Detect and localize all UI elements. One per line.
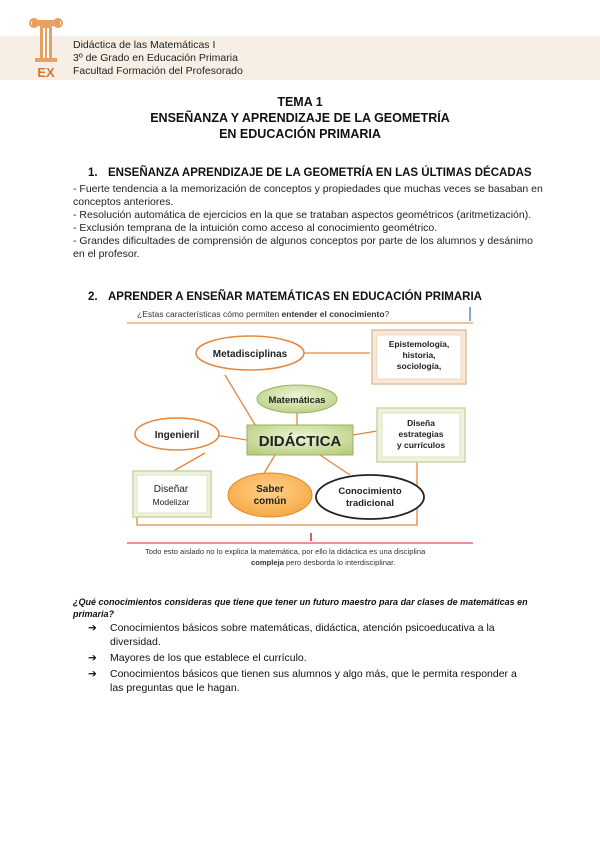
diagram-caption-1: Todo esto aislado no lo explica la matemática, por ello la didáctica es una disciplina — [145, 547, 426, 556]
answer-item — [88, 651, 528, 665]
label-disenar: Diseñar — [153, 484, 189, 495]
label-ingenieril: Ingenieril — [154, 430, 200, 441]
diagram-caption-2: compleja pero desborda lo interdisciplinar. — [251, 558, 396, 567]
answer-text: Conocimientos básicos que tienen sus alumnos y algo más, que le permita responder a las preguntas que le hagan. — [110, 668, 517, 694]
label-conocimiento: Conocimiento — [338, 486, 402, 497]
didactica-diagram — [125, 305, 475, 575]
page-title — [0, 94, 600, 142]
arrow-right-icon: ➔ — [88, 652, 97, 664]
header-line-course: Didáctica de las Matemáticas I — [73, 39, 216, 51]
bullet-dificultades: - Grandes dificultades de comprensión de algunos conceptos por parte de los alumnos y desánimo en el profesor. — [73, 235, 533, 260]
label-disena-3: y currículos — [396, 440, 446, 450]
section-1-heading — [88, 167, 532, 179]
section-2-number: 2. — [88, 291, 98, 303]
node-conocimiento-tradicional — [316, 475, 424, 519]
question-text: ¿Qué conocimientos consideras que tiene que tener un futuro maestro para dar clases de matemáticas en primaria? — [73, 597, 528, 619]
bullet-resolucion: - Resolución automática de ejercicios en la que se trataban aspectos geométricos (aritmetización). — [73, 209, 532, 221]
header-line-faculty: Facultad Formación del Profesorado — [73, 65, 243, 77]
label-comun: común — [253, 496, 287, 507]
title-line-main: ENSEÑANZA Y APRENDIZAJE DE LA GEOMETRÍA — [150, 111, 450, 125]
section-2-title: APRENDER A ENSEÑAR MATEMÁTICAS EN EDUCACIÓN PRIMARIA — [108, 291, 482, 303]
section-1-title: ENSEÑANZA APRENDIZAJE DE LA GEOMETRÍA EN LAS ÚLTIMAS DÉCADAS — [108, 167, 532, 179]
logo-text: EX — [37, 65, 55, 80]
header-line-grade: 3º de Grado en Educación Primaria — [73, 52, 238, 64]
label-disena-2: estrategias — [398, 429, 444, 439]
label-epistemologia-3: sociología, — [396, 361, 442, 371]
university-logo — [26, 14, 66, 82]
label-tradicional: tradicional — [345, 498, 395, 509]
node-saber-comun — [228, 473, 312, 517]
answers-list — [88, 621, 528, 697]
bullet-memorizacion: - Fuerte tendencia a la memorización de conceptos y propiedades que muchas veces se basaban en conceptos anteriores. — [73, 183, 543, 208]
label-matematicas: Matemáticas — [268, 395, 326, 406]
label-disena-1: Diseña — [407, 418, 435, 428]
section-1-body — [73, 183, 543, 261]
label-metadisciplinas: Metadisciplinas — [212, 349, 288, 360]
arrow-right-icon: ➔ — [88, 668, 97, 680]
arrow-right-icon: ➔ — [88, 622, 97, 634]
answer-text: Mayores de los que establece el currículo. — [110, 652, 307, 664]
label-didactica: DIDÁCTICA — [258, 433, 342, 450]
label-modelizar: Modelizar — [152, 497, 190, 507]
answer-item — [88, 621, 528, 649]
label-epistemologia-1: Epistemología, — [388, 339, 450, 349]
label-epistemologia-2: historia, — [402, 350, 436, 360]
title-line-tema: TEMA 1 — [277, 95, 323, 109]
diagram-question: ¿Estas características cómo permiten entender el conocimiento? — [137, 309, 390, 319]
section-2-heading — [88, 291, 482, 303]
label-saber: Saber — [256, 484, 284, 495]
answer-text: Conocimientos básicos sobre matemáticas, didáctica, atención psicoeducativa a la diversidad. — [110, 622, 495, 648]
header-info — [73, 39, 243, 78]
answer-item — [88, 667, 528, 695]
bullet-exclusion: - Exclusión temprana de la intuición como acceso al conocimiento geométrico. — [73, 222, 438, 234]
section-1-number: 1. — [88, 167, 98, 179]
title-line-sub: EN EDUCACIÓN PRIMARIA — [219, 127, 381, 141]
